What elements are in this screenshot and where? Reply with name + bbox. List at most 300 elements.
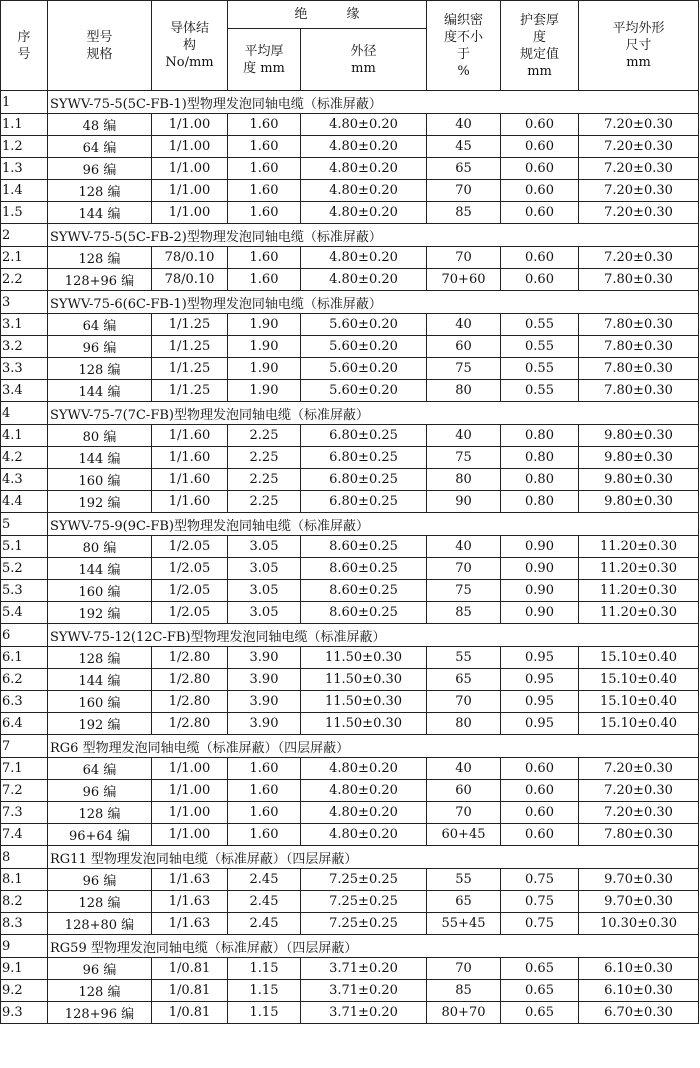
sheath-thickness-cell: 0.90 <box>501 580 579 602</box>
avg-thickness-cell: 1.60 <box>228 158 301 180</box>
braid-density-cell: 70 <box>427 691 501 713</box>
avg-outer-size-cell: 6.70±0.30 <box>579 1002 699 1024</box>
model-spec-cell: 96 编 <box>48 958 152 980</box>
avg-thickness-cell: 1.60 <box>228 202 301 224</box>
avg-thickness-cell: 1.60 <box>228 802 301 824</box>
section-no: 7 <box>1 735 48 758</box>
conductor-cell: 1/1.00 <box>152 180 228 202</box>
avg-thickness-cell: 1.90 <box>228 336 301 358</box>
row-no-cell: 4.2 <box>1 447 48 469</box>
table-row <box>1 358 699 380</box>
braid-density-cell: 70 <box>427 802 501 824</box>
outer-diameter-cell: 5.60±0.20 <box>301 380 427 402</box>
outer-diameter-cell: 4.80±0.20 <box>301 802 427 824</box>
sheath-thickness-cell: 0.60 <box>501 180 579 202</box>
table-row <box>1 980 699 1002</box>
outer-diameter-cell: 3.71±0.20 <box>301 958 427 980</box>
model-spec-cell: 160 编 <box>48 580 152 602</box>
table-row <box>1 758 699 780</box>
section-row <box>1 224 699 247</box>
model-spec-cell: 128+96 编 <box>48 269 152 291</box>
conductor-cell: 1/0.81 <box>152 1002 228 1024</box>
avg-outer-size-cell: 9.80±0.30 <box>579 447 699 469</box>
conductor-cell: 1/0.81 <box>152 958 228 980</box>
conductor-cell: 1/1.63 <box>152 869 228 891</box>
braid-density-cell: 60 <box>427 780 501 802</box>
row-no-cell: 6.2 <box>1 669 48 691</box>
conductor-cell: 1/1.00 <box>152 824 228 846</box>
sheath-thickness-cell: 0.55 <box>501 336 579 358</box>
avg-thickness-cell: 1.60 <box>228 136 301 158</box>
row-no-cell: 9.3 <box>1 1002 48 1024</box>
outer-diameter-cell: 6.80±0.25 <box>301 469 427 491</box>
avg-outer-size-cell: 7.80±0.30 <box>579 269 699 291</box>
table-header <box>1 1 699 91</box>
row-no-cell: 1.4 <box>1 180 48 202</box>
model-spec-cell: 96 编 <box>48 336 152 358</box>
row-no-cell: 5.1 <box>1 536 48 558</box>
model-spec-cell: 96 编 <box>48 780 152 802</box>
outer-diameter-cell: 7.25±0.25 <box>301 913 427 935</box>
section-row <box>1 846 699 869</box>
model-spec-cell: 160 编 <box>48 691 152 713</box>
conductor-cell: 1/1.00 <box>152 758 228 780</box>
row-no-cell: 7.1 <box>1 758 48 780</box>
row-no-cell: 1.5 <box>1 202 48 224</box>
avg-outer-size-cell: 6.10±0.30 <box>579 980 699 1002</box>
section-no: 9 <box>1 935 48 958</box>
outer-diameter-cell: 4.80±0.20 <box>301 180 427 202</box>
avg-thickness-cell: 1.60 <box>228 758 301 780</box>
braid-density-cell: 55 <box>427 869 501 891</box>
braid-density-cell: 85 <box>427 980 501 1002</box>
model-spec-cell: 96 编 <box>48 869 152 891</box>
table-row <box>1 713 699 735</box>
table-row <box>1 380 699 402</box>
outer-diameter-cell: 5.60±0.20 <box>301 358 427 380</box>
sheath-thickness-cell: 0.80 <box>501 425 579 447</box>
section-no: 1 <box>1 91 48 114</box>
table-row <box>1 913 699 935</box>
braid-density-cell: 70 <box>427 247 501 269</box>
braid-density-cell: 55 <box>427 647 501 669</box>
sheath-thickness-cell: 0.75 <box>501 869 579 891</box>
model-spec-cell: 64 编 <box>48 758 152 780</box>
row-no-cell: 6.4 <box>1 713 48 735</box>
conductor-cell: 1/1.25 <box>152 380 228 402</box>
braid-density-cell: 65 <box>427 891 501 913</box>
avg-outer-size-cell: 7.20±0.30 <box>579 180 699 202</box>
row-no-cell: 2.2 <box>1 269 48 291</box>
sheath-thickness-cell: 0.65 <box>501 958 579 980</box>
sheath-thickness-cell: 0.60 <box>501 158 579 180</box>
braid-density-cell: 85 <box>427 202 501 224</box>
sheath-thickness-cell: 0.60 <box>501 136 579 158</box>
braid-density-cell: 75 <box>427 580 501 602</box>
avg-outer-size-cell: 7.80±0.30 <box>579 824 699 846</box>
avg-outer-size-cell: 7.80±0.30 <box>579 358 699 380</box>
model-spec-cell: 128 编 <box>48 980 152 1002</box>
conductor-cell: 1/2.05 <box>152 602 228 624</box>
avg-thickness-cell: 3.05 <box>228 536 301 558</box>
section-title: SYWV-75-6(6C-FB-1)型物理发泡同轴电缆（标准屏蔽） <box>48 291 699 314</box>
avg-outer-size-cell: 7.80±0.30 <box>579 314 699 336</box>
avg-outer-size-cell: 7.20±0.30 <box>579 802 699 824</box>
section-title: RG6 型物理发泡同轴电缆（标准屏蔽）（四层屏蔽） <box>48 735 699 758</box>
section-title: RG59 型物理发泡同轴电缆（标准屏蔽）（四层屏蔽） <box>48 935 699 958</box>
avg-outer-size-cell: 7.20±0.30 <box>579 136 699 158</box>
table-row <box>1 647 699 669</box>
outer-diameter-cell: 4.80±0.20 <box>301 758 427 780</box>
model-spec-cell: 64 编 <box>48 314 152 336</box>
avg-outer-size-cell: 9.70±0.30 <box>579 891 699 913</box>
conductor-cell: 78/0.10 <box>152 247 228 269</box>
sheath-thickness-cell: 0.65 <box>501 1002 579 1024</box>
sheath-thickness-cell: 0.95 <box>501 669 579 691</box>
model-spec-cell: 80 编 <box>48 425 152 447</box>
conductor-cell: 1/2.05 <box>152 558 228 580</box>
avg-outer-size-cell: 11.20±0.30 <box>579 602 699 624</box>
outer-diameter-cell: 11.50±0.30 <box>301 713 427 735</box>
braid-density-cell: 55+45 <box>427 913 501 935</box>
avg-thickness-cell: 2.25 <box>228 491 301 513</box>
section-row <box>1 935 699 958</box>
table-row <box>1 202 699 224</box>
model-spec-cell: 128+96 编 <box>48 1002 152 1024</box>
outer-diameter-cell: 4.80±0.20 <box>301 247 427 269</box>
conductor-cell: 78/0.10 <box>152 269 228 291</box>
sheath-thickness-cell: 0.60 <box>501 247 579 269</box>
model-spec-cell: 192 编 <box>48 491 152 513</box>
model-spec-cell: 144 编 <box>48 202 152 224</box>
conductor-cell: 1/1.00 <box>152 202 228 224</box>
model-spec-cell: 144 编 <box>48 447 152 469</box>
row-no-cell: 9.1 <box>1 958 48 980</box>
outer-diameter-cell: 4.80±0.20 <box>301 202 427 224</box>
row-no-cell: 4.4 <box>1 491 48 513</box>
avg-thickness-cell: 1.60 <box>228 824 301 846</box>
row-no-cell: 3.4 <box>1 380 48 402</box>
row-no-cell: 3.3 <box>1 358 48 380</box>
table-row <box>1 691 699 713</box>
avg-outer-size-cell: 7.80±0.30 <box>579 380 699 402</box>
braid-density-cell: 75 <box>427 358 501 380</box>
outer-diameter-cell: 3.71±0.20 <box>301 980 427 1002</box>
conductor-cell: 1/1.25 <box>152 336 228 358</box>
avg-thickness-cell: 2.45 <box>228 913 301 935</box>
header-insulation: 绝 缘 <box>228 1 427 29</box>
section-no: 4 <box>1 402 48 425</box>
section-row <box>1 735 699 758</box>
sheath-thickness-cell: 0.90 <box>501 558 579 580</box>
section-title: SYWV-75-5(5C-FB-2)型物理发泡同轴电缆（标准屏蔽） <box>48 224 699 247</box>
conductor-cell: 1/1.25 <box>152 358 228 380</box>
conductor-cell: 1/1.00 <box>152 802 228 824</box>
avg-outer-size-cell: 7.20±0.30 <box>579 158 699 180</box>
row-no-cell: 1.3 <box>1 158 48 180</box>
table-row <box>1 669 699 691</box>
outer-diameter-cell: 11.50±0.30 <box>301 669 427 691</box>
model-spec-cell: 128 编 <box>48 647 152 669</box>
section-row <box>1 513 699 536</box>
model-spec-cell: 48 编 <box>48 114 152 136</box>
table-row <box>1 824 699 846</box>
model-spec-cell: 144 编 <box>48 380 152 402</box>
outer-diameter-cell: 6.80±0.25 <box>301 447 427 469</box>
row-no-cell: 8.2 <box>1 891 48 913</box>
braid-density-cell: 80 <box>427 380 501 402</box>
braid-density-cell: 70+60 <box>427 269 501 291</box>
conductor-cell: 1/1.00 <box>152 136 228 158</box>
table-row <box>1 869 699 891</box>
braid-density-cell: 40 <box>427 425 501 447</box>
outer-diameter-cell: 11.50±0.30 <box>301 647 427 669</box>
table-row <box>1 136 699 158</box>
conductor-cell: 1/0.81 <box>152 980 228 1002</box>
braid-density-cell: 40 <box>427 114 501 136</box>
table-row <box>1 558 699 580</box>
avg-outer-size-cell: 7.20±0.30 <box>579 114 699 136</box>
avg-thickness-cell: 1.60 <box>228 114 301 136</box>
conductor-cell: 1/1.25 <box>152 314 228 336</box>
sheath-thickness-cell: 0.60 <box>501 114 579 136</box>
row-no-cell: 1.2 <box>1 136 48 158</box>
braid-density-cell: 90 <box>427 491 501 513</box>
conductor-cell: 1/2.80 <box>152 647 228 669</box>
avg-outer-size-cell: 7.20±0.30 <box>579 247 699 269</box>
avg-outer-size-cell: 7.20±0.30 <box>579 758 699 780</box>
header-sheath-thickness: 护套厚 度 规定值 mm <box>501 1 579 91</box>
model-spec-cell: 144 编 <box>48 558 152 580</box>
table-row <box>1 1002 699 1024</box>
header-model: 型号 规格 <box>48 1 152 91</box>
avg-thickness-cell: 2.25 <box>228 469 301 491</box>
conductor-cell: 1/2.80 <box>152 713 228 735</box>
outer-diameter-cell: 7.25±0.25 <box>301 891 427 913</box>
table-row <box>1 314 699 336</box>
sheath-thickness-cell: 0.95 <box>501 713 579 735</box>
outer-diameter-cell: 5.60±0.20 <box>301 336 427 358</box>
sheath-thickness-cell: 0.80 <box>501 447 579 469</box>
avg-thickness-cell: 1.60 <box>228 247 301 269</box>
section-row <box>1 291 699 314</box>
avg-outer-size-cell: 11.20±0.30 <box>579 558 699 580</box>
avg-thickness-cell: 3.90 <box>228 669 301 691</box>
conductor-cell: 1/1.00 <box>152 158 228 180</box>
braid-density-cell: 80 <box>427 713 501 735</box>
avg-outer-size-cell: 7.20±0.30 <box>579 780 699 802</box>
header-outer-diameter: 外径 mm <box>301 29 427 91</box>
avg-outer-size-cell: 9.80±0.30 <box>579 425 699 447</box>
avg-thickness-cell: 1.90 <box>228 380 301 402</box>
outer-diameter-cell: 4.80±0.20 <box>301 824 427 846</box>
braid-density-cell: 60+45 <box>427 824 501 846</box>
conductor-cell: 1/2.05 <box>152 536 228 558</box>
section-no: 6 <box>1 624 48 647</box>
row-no-cell: 5.2 <box>1 558 48 580</box>
table-row <box>1 114 699 136</box>
row-no-cell: 1.1 <box>1 114 48 136</box>
avg-thickness-cell: 3.90 <box>228 647 301 669</box>
braid-density-cell: 70 <box>427 958 501 980</box>
row-no-cell: 6.3 <box>1 691 48 713</box>
conductor-cell: 1/1.60 <box>152 469 228 491</box>
avg-outer-size-cell: 6.10±0.30 <box>579 958 699 980</box>
table-row <box>1 269 699 291</box>
conductor-cell: 1/2.80 <box>152 669 228 691</box>
avg-thickness-cell: 3.90 <box>228 691 301 713</box>
row-no-cell: 7.2 <box>1 780 48 802</box>
row-no-cell: 4.3 <box>1 469 48 491</box>
section-title: SYWV-75-7(7C-FB)型物理发泡同轴电缆（标准屏蔽） <box>48 402 699 425</box>
row-no-cell: 7.3 <box>1 802 48 824</box>
sheath-thickness-cell: 0.60 <box>501 824 579 846</box>
model-spec-cell: 128 编 <box>48 247 152 269</box>
sheath-thickness-cell: 0.80 <box>501 469 579 491</box>
conductor-cell: 1/2.05 <box>152 580 228 602</box>
sheath-thickness-cell: 0.55 <box>501 380 579 402</box>
braid-density-cell: 45 <box>427 136 501 158</box>
model-spec-cell: 192 编 <box>48 713 152 735</box>
header-conductor: 导体结 构 No/mm <box>152 1 228 91</box>
sheath-thickness-cell: 0.60 <box>501 802 579 824</box>
row-no-cell: 8.1 <box>1 869 48 891</box>
header-avg-outer-size: 平均外形 尺寸 mm <box>579 1 699 91</box>
row-no-cell: 9.2 <box>1 980 48 1002</box>
row-no-cell: 2.1 <box>1 247 48 269</box>
avg-thickness-cell: 3.90 <box>228 713 301 735</box>
conductor-cell: 1/2.80 <box>152 691 228 713</box>
row-no-cell: 5.3 <box>1 580 48 602</box>
avg-outer-size-cell: 9.80±0.30 <box>579 469 699 491</box>
section-title: RG11 型物理发泡同轴电缆（标准屏蔽）（四层屏蔽） <box>48 846 699 869</box>
avg-thickness-cell: 2.45 <box>228 869 301 891</box>
outer-diameter-cell: 6.80±0.25 <box>301 425 427 447</box>
sheath-thickness-cell: 0.90 <box>501 602 579 624</box>
sheath-thickness-cell: 0.95 <box>501 647 579 669</box>
row-no-cell: 8.3 <box>1 913 48 935</box>
section-row <box>1 91 699 114</box>
row-no-cell: 3.2 <box>1 336 48 358</box>
section-no: 8 <box>1 846 48 869</box>
braid-density-cell: 60 <box>427 336 501 358</box>
braid-density-cell: 40 <box>427 758 501 780</box>
table-row <box>1 891 699 913</box>
outer-diameter-cell: 5.60±0.20 <box>301 314 427 336</box>
avg-thickness-cell: 2.45 <box>228 891 301 913</box>
conductor-cell: 1/1.60 <box>152 491 228 513</box>
conductor-cell: 1/1.63 <box>152 891 228 913</box>
sheath-thickness-cell: 0.60 <box>501 202 579 224</box>
avg-thickness-cell: 1.60 <box>228 269 301 291</box>
outer-diameter-cell: 4.80±0.20 <box>301 780 427 802</box>
model-spec-cell: 128 编 <box>48 358 152 380</box>
sheath-thickness-cell: 0.90 <box>501 536 579 558</box>
conductor-cell: 1/1.00 <box>152 780 228 802</box>
avg-thickness-cell: 1.60 <box>228 780 301 802</box>
conductor-cell: 1/1.60 <box>152 425 228 447</box>
avg-thickness-cell: 3.05 <box>228 558 301 580</box>
table-row <box>1 447 699 469</box>
header-avg-thickness: 平均厚 度 mm <box>228 29 301 91</box>
braid-density-cell: 80 <box>427 469 501 491</box>
sheath-thickness-cell: 0.75 <box>501 891 579 913</box>
model-spec-cell: 144 编 <box>48 669 152 691</box>
model-spec-cell: 96 编 <box>48 158 152 180</box>
model-spec-cell: 128 编 <box>48 802 152 824</box>
model-spec-cell: 128+80 编 <box>48 913 152 935</box>
table-row <box>1 336 699 358</box>
avg-thickness-cell: 1.60 <box>228 180 301 202</box>
braid-density-cell: 80+70 <box>427 1002 501 1024</box>
outer-diameter-cell: 4.80±0.20 <box>301 136 427 158</box>
section-title: SYWV-75-5(5C-FB-1)型物理发泡同轴电缆（标准屏蔽） <box>48 91 699 114</box>
outer-diameter-cell: 8.60±0.25 <box>301 558 427 580</box>
avg-thickness-cell: 1.15 <box>228 980 301 1002</box>
model-spec-cell: 128 编 <box>48 891 152 913</box>
table-row <box>1 802 699 824</box>
braid-density-cell: 65 <box>427 158 501 180</box>
avg-outer-size-cell: 15.10±0.40 <box>579 647 699 669</box>
table-row <box>1 247 699 269</box>
outer-diameter-cell: 3.71±0.20 <box>301 1002 427 1024</box>
section-row <box>1 624 699 647</box>
conductor-cell: 1/1.60 <box>152 447 228 469</box>
row-no-cell: 7.4 <box>1 824 48 846</box>
sheath-thickness-cell: 0.60 <box>501 780 579 802</box>
table-row <box>1 780 699 802</box>
table-row <box>1 958 699 980</box>
section-row <box>1 402 699 425</box>
table-body <box>1 91 699 1024</box>
outer-diameter-cell: 4.80±0.20 <box>301 114 427 136</box>
row-no-cell: 5.4 <box>1 602 48 624</box>
outer-diameter-cell: 4.80±0.20 <box>301 269 427 291</box>
model-spec-cell: 64 编 <box>48 136 152 158</box>
avg-outer-size-cell: 9.70±0.30 <box>579 869 699 891</box>
model-spec-cell: 192 编 <box>48 602 152 624</box>
outer-diameter-cell: 11.50±0.30 <box>301 691 427 713</box>
sheath-thickness-cell: 0.80 <box>501 491 579 513</box>
table-row <box>1 180 699 202</box>
sheath-thickness-cell: 0.55 <box>501 358 579 380</box>
avg-thickness-cell: 2.25 <box>228 425 301 447</box>
section-no: 2 <box>1 224 48 247</box>
section-title: SYWV-75-9(9C-FB)型物理发泡同轴电缆（标准屏蔽） <box>48 513 699 536</box>
avg-outer-size-cell: 9.80±0.30 <box>579 491 699 513</box>
avg-thickness-cell: 2.25 <box>228 447 301 469</box>
table-row <box>1 580 699 602</box>
braid-density-cell: 85 <box>427 602 501 624</box>
outer-diameter-cell: 4.80±0.20 <box>301 158 427 180</box>
outer-diameter-cell: 8.60±0.25 <box>301 536 427 558</box>
sheath-thickness-cell: 0.75 <box>501 913 579 935</box>
avg-outer-size-cell: 7.80±0.30 <box>579 336 699 358</box>
sheath-thickness-cell: 0.95 <box>501 691 579 713</box>
avg-thickness-cell: 3.05 <box>228 602 301 624</box>
avg-outer-size-cell: 15.10±0.40 <box>579 669 699 691</box>
avg-outer-size-cell: 7.20±0.30 <box>579 202 699 224</box>
avg-thickness-cell: 1.15 <box>228 958 301 980</box>
section-no: 5 <box>1 513 48 536</box>
braid-density-cell: 65 <box>427 669 501 691</box>
sheath-thickness-cell: 0.55 <box>501 314 579 336</box>
avg-outer-size-cell: 11.20±0.30 <box>579 536 699 558</box>
row-no-cell: 3.1 <box>1 314 48 336</box>
table-row <box>1 469 699 491</box>
header-seq: 序 号 <box>1 1 48 91</box>
model-spec-cell: 96+64 编 <box>48 824 152 846</box>
